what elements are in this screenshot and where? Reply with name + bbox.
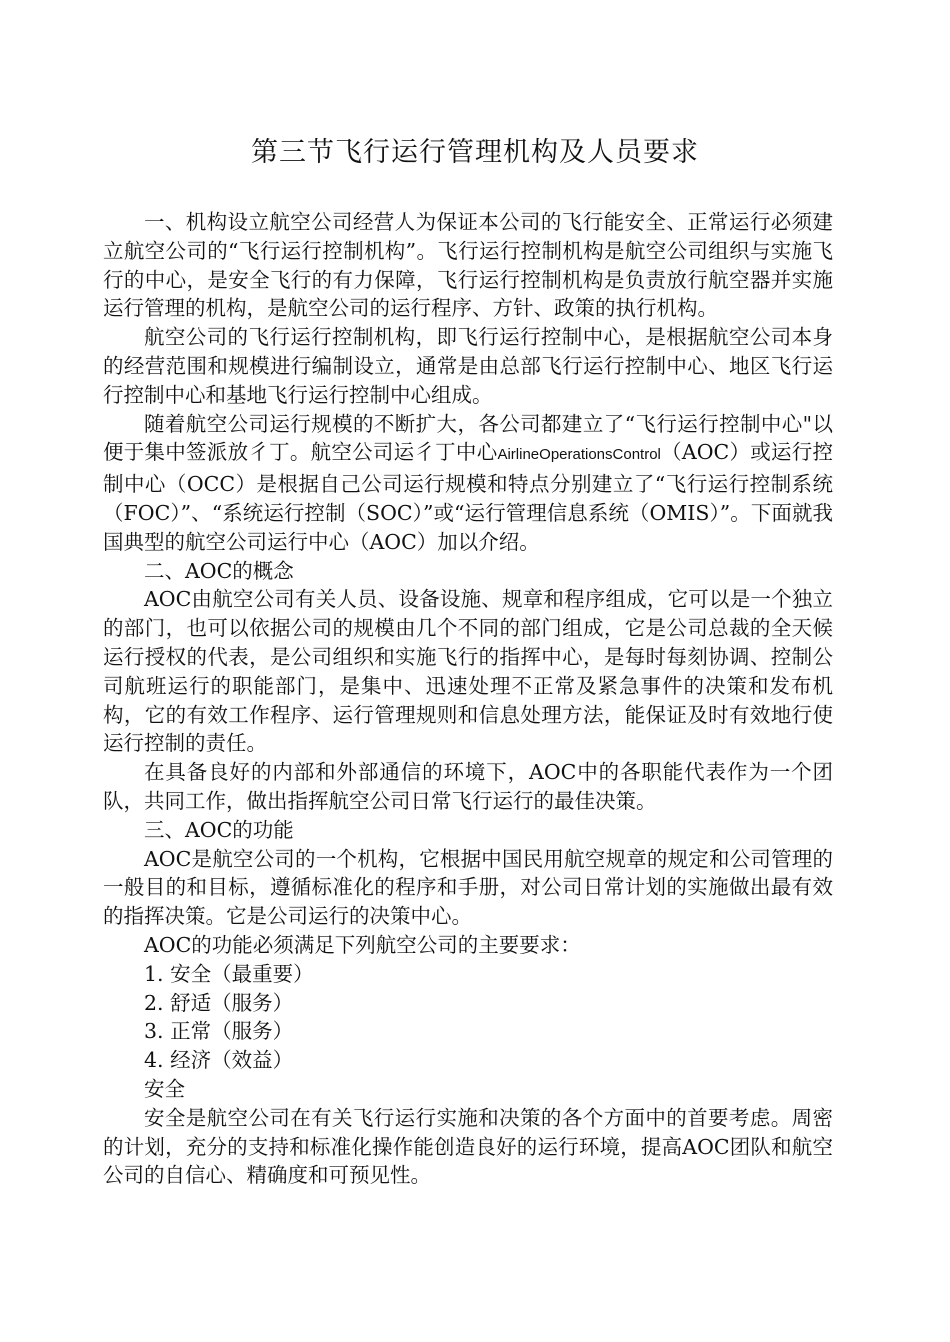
airline-operations-control-term: AirlineOperationsControl xyxy=(497,446,661,464)
paragraph-expansion-text: 随着航空公司运行规模的不断扩大，各公司都建立了“飞行运行控制中心"以便于集中签派放彳丁。航空公司运彳丁中心 xyxy=(103,411,833,465)
heading-aoc-function: 三、AOC的功能 xyxy=(144,817,294,842)
list-item-economy: 4. 经济（效益） xyxy=(144,1048,294,1073)
document-title: 第三节飞行运行管理机构及人员要求 xyxy=(251,137,699,168)
paragraph-organization: 一、机构设立航空公司经营人为保证本公司的飞行能安全、正常运行必须建立航空公司的“飞行运行控制机构”。飞行运行控制机构是航空公司组织与实施飞行的中心，是安全飞行的有力保障，飞行运行控制机构是负责放行航空器并实施运行管理的机构，是航空公司的运行程序、方针、政策的执行机构。 xyxy=(103,210,833,321)
paragraph-aoc-function: AOC是航空公司的一个机构，它根据中国民用航空规章的规定和公司管理的一般目的和目标，遵循标准化的程序和手册，对公司日常计划的实施做出最有效的指挥决策。它是公司运行的决策中心。 xyxy=(103,846,833,929)
list-item-regularity: 3. 正常（服务） xyxy=(144,1019,294,1044)
paragraph-requirements-intro: AOC的功能必须满足下列航空公司的主要要求： xyxy=(144,932,581,957)
document-body xyxy=(103,208,833,1190)
list-item-comfort: 2. 舒适（服务） xyxy=(144,990,294,1015)
paragraph-safety: 安全是航空公司在有关飞行运行实施和决策的各个方面中的首要考虑。周密的计划，充分的支持和标准化操作能创造良好的运行环境，提高AOC团队和航空公司的自信心、精确度和可预见性。 xyxy=(103,1105,833,1188)
paragraph-aoc-definition: AOC由航空公司有关人员、设备设施、规章和程序组成，它可以是一个独立的部门，也可以依据公司的规模由几个不同的部门组成，它是公司总裁的全天候运行授权的代表，是公司组织和实施飞行的指挥中心，是每时每刻协调、控制公司航班运行的职能部门，是集中、迅速处理不正常及紧急事件的决策和发布机构，它的有效工作程序、运行管理规则和信息处理方法，能保证及时有效地行使运行控制的责任。 xyxy=(103,587,833,756)
paragraph-expansion xyxy=(103,410,833,557)
heading-aoc-concept: 二、AOC的概念 xyxy=(144,558,294,583)
heading-safety: 安全 xyxy=(144,1076,185,1101)
paragraph-aoc-team: 在具备良好的内部和外部通信的环境下，AOC中的各职能代表作为一个团队，共同工作，做出指挥航空公司日常飞行运行的最佳决策。 xyxy=(103,760,833,813)
list-item-safety: 1. 安全（最重要） xyxy=(144,961,314,986)
paragraph-control-center: 航空公司的飞行运行控制机构，即飞行运行控制中心，是根据航空公司本身的经营范围和规模进行编制设立，通常是由总部飞行运行控制中心、地区飞行运行控制中心和基地飞行运行控制中心组成。 xyxy=(103,325,833,407)
paragraph-expansion-rest: （AOC）或运行控制中心（OCC）是根据自己公司运行规模和特点分别建立了“飞行运行控制系统（FOC）”、“系统运行控制（SOC）”或“运行管理信息系统（OMIS）”。下面就我国典型的航空公司运行中心（AOC）加以介绍。 xyxy=(103,440,834,554)
